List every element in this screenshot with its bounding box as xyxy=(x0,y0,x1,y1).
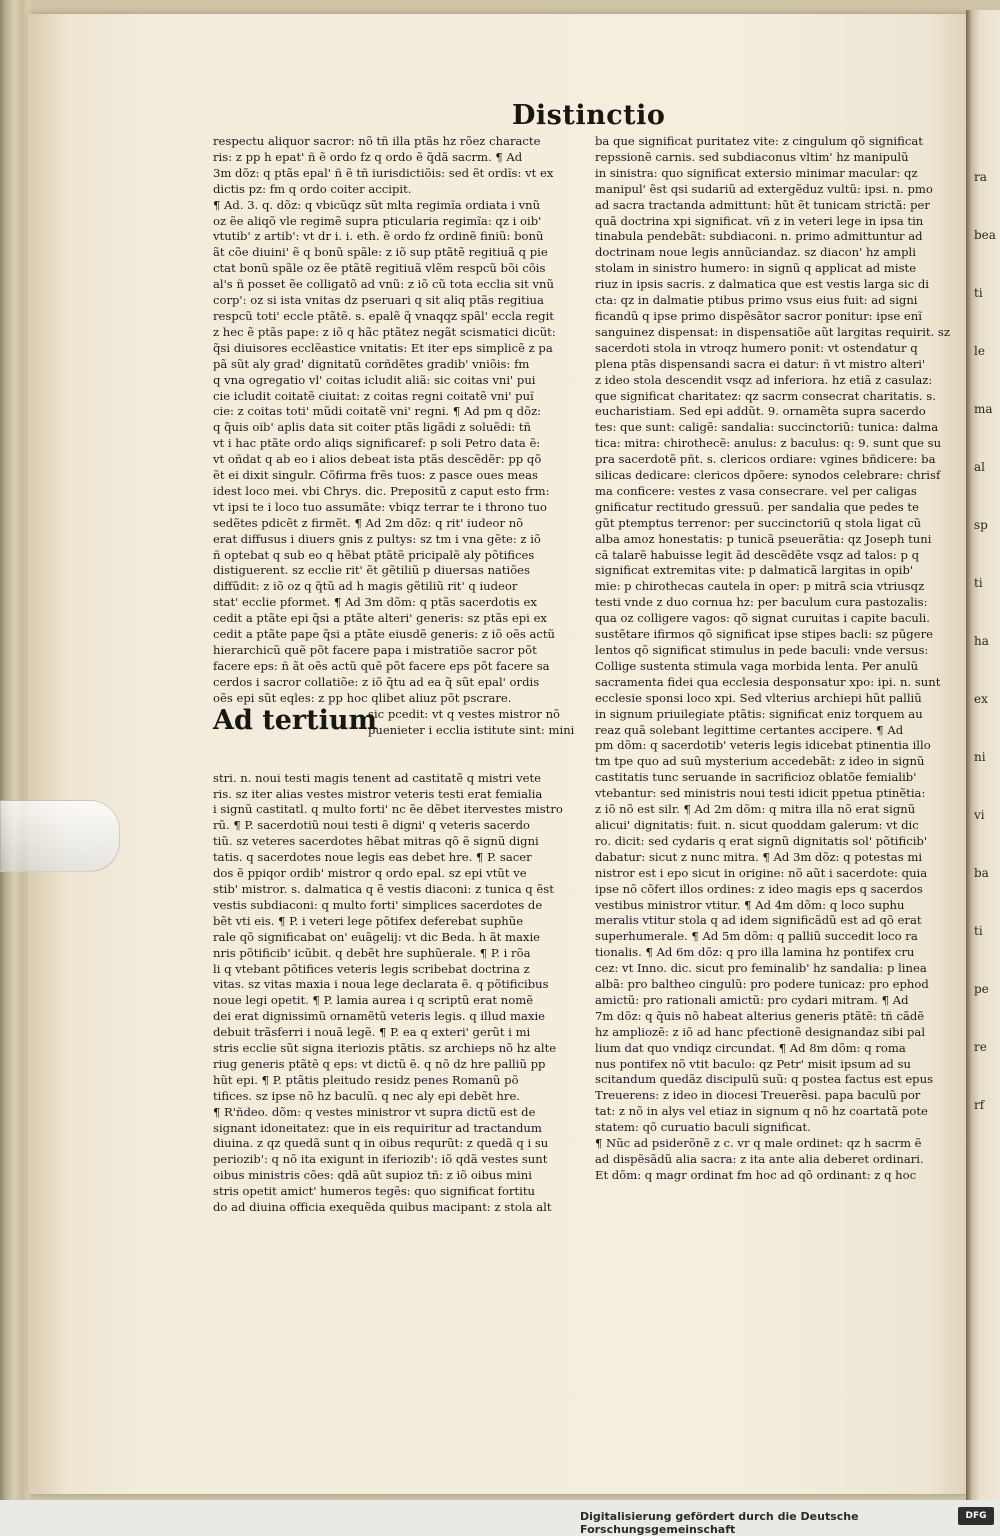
text-line: gnificatur rectitudo gressuũ. per sandalia que pedes te xyxy=(595,499,919,514)
text-line: cie: z coitas toti' mũdi coitatẽ vni' regni. ¶ Ad pm q dõz: xyxy=(213,404,542,419)
text-line: oibus ministris cões: qdã aũt supioz tñ: z iõ oibus mini xyxy=(213,1168,532,1183)
text-line: superhumerale. ¶ Ad 5m dõm: q palliũ succedit loco ra xyxy=(595,929,918,944)
text-line: periozib': q nõ ita exigunt in iferiozib': iõ qdã vestes sunt xyxy=(213,1152,548,1167)
dfg-logo: DFG xyxy=(958,1507,994,1525)
text-line: testi vnde z duo cornua hz: per baculum cura pastozalis: xyxy=(595,595,928,610)
text-line: plena ptãs dispensandi sacra ei datur: ñ vt mistro alteri' xyxy=(595,356,926,371)
text-line: ipse nõ cõfert illos ordines: z ideo magis eps q sacerdos xyxy=(595,881,923,896)
text-line: pra sacerdotẽ pñt. s. clericos ordiare: vgines bñdicere: ba xyxy=(595,452,936,467)
text-line: dabatur: sicut z nunc mitra. ¶ Ad 3m dõz: q potestas mi xyxy=(595,849,923,864)
text-line: doctrinam noue legis annũciandaz. sz diacon' hz ampli xyxy=(595,245,916,260)
text-line: ma conficere: vestes z vasa consecrare. vel per caligas xyxy=(595,483,917,498)
text-line: dei erat dignissimũ ornamẽtũ veteris legis. q illud maxie xyxy=(213,1009,546,1024)
text-line: vestibus ministror vtitur. ¶ Ad 4m dõm: q loco suphu xyxy=(595,897,905,912)
text-line: al's ñ posset ẽe colligatõ ad vnũ: z iõ cũ tota ecclia sit vnũ xyxy=(213,277,554,292)
gutter-fragment: ma xyxy=(974,402,993,416)
text-line: facere eps: ñ ãt oẽs actũ quẽ põt facere eps põt facere sa xyxy=(213,658,550,673)
text-line: Collige sustenta stimula vaga morbida lenta. Per anulũ xyxy=(595,658,919,673)
text-line: qua oz colligere vagos: qõ signat curuitas i capite baculi. xyxy=(595,611,930,626)
text-line: scitandum quedãz discipulũ suũ: q postea factus est epus xyxy=(595,1072,934,1087)
gutter-fragment: rf xyxy=(974,1098,985,1112)
text-line: Et dõm: q magr ordinat fm hoc ad qõ ordinant: z q hoc xyxy=(595,1167,917,1182)
text-line: que significat charitatez: qz sacrm consecrat charitatis. s. xyxy=(595,388,936,403)
text-line: in sinistra: quo significat extersio minimar macular: qz xyxy=(595,165,918,180)
text-line: dos ẽ ppiqor ordib' mistror q ordo epal. sz epi vtũt ve xyxy=(213,866,527,881)
text-line: hũt epi. ¶ P. ptãtis pleitudo residz penes Romanũ põ xyxy=(213,1072,519,1087)
text-line: stris opetit amict' humeros tegẽs: quo significat fortitu xyxy=(213,1184,535,1199)
text-line: vitas. sz vitas maxia i noua lege declarata ẽ. q põtificibus xyxy=(213,977,549,992)
section-heading: Ad tertium xyxy=(213,704,378,736)
text-line: manipul' ẽst qsi sudariũ ad extergẽduz vultũ: ipsi. n. pmo xyxy=(595,181,933,196)
text-line: reaz quã solebant legittime certantes accipere. ¶ Ad xyxy=(595,722,904,737)
text-line: pm dõm: q sacerdotib' veteris legis idicebat ptinentia illo xyxy=(595,738,931,753)
gutter-fragment: ba xyxy=(974,866,989,880)
text-line: tionalis. ¶ Ad 6m dõz: q pro illa lamina hz pontifex cru xyxy=(595,945,915,960)
text-line: lium dat quo vndiqz circundat. ¶ Ad 8m dõm: q roma xyxy=(595,1040,906,1055)
text-line: diffũdit: z iõ oz q q̃tũ ad h magis gẽtiliũ rit' q iudeor xyxy=(213,579,518,594)
text-line: tm tpe quo ad suũ mysterium accedebãt: z ideo in signũ xyxy=(595,754,925,769)
text-line: i signũ castitatl. q multo forti' nc ẽe dẽbet itervestes mistro xyxy=(213,802,563,817)
text-line: rũ. ¶ P. sacerdotiũ noui testi ẽ digni' q veteris sacerdo xyxy=(213,818,530,833)
text-line: distiguerent. sz ecclie rit' ẽt gẽtiliũ p diuersas natiões xyxy=(213,563,530,578)
text-line: rale qõ significabat on' euãgelij: vt dic Beda. h ãt maxie xyxy=(213,929,541,944)
text-line: tat: z nõ in alys vel etiaz in signum q nõ hz coartatã pote xyxy=(595,1104,928,1119)
text-line: vtutib' z artib': vt dr i. i. eth. ẽ ordo fz ordinẽ finiũ: bonũ xyxy=(213,229,544,244)
text-line: respectu aliquor sacror: nõ tñ illa ptãs hz rõez characte xyxy=(213,134,541,148)
text-line: riug generis ptãtẽ q eps: vt dictũ ẽ. q nõ dz hre palliũ pp xyxy=(213,1056,546,1071)
text-line: eucharistiam. Sed epi addũt. 9. ornamẽta supra sacerdo xyxy=(595,404,926,419)
text-line: pã sũt aly grad' dignitatũ corñdẽtes gradib' vniõis: fm xyxy=(213,356,530,371)
text-line: cie icludit coitatẽ ciuitat: z coitas regni coitatẽ vni' puĩ xyxy=(213,388,534,403)
text-line: sacramenta fidei qua ecclesia desponsatur xpo: ipi. n. sunt xyxy=(595,674,941,689)
left-column-lower xyxy=(213,771,583,1216)
text-line: q̃si diuisores ecclẽastice vnitatis: Et iter eps simplicẽ z pa xyxy=(213,340,553,355)
text-line: li q vtebant põtifices veteris legis scribebat doctrina z xyxy=(213,961,530,976)
text-line: in signum priuilegiate ptãtis: significat eniz torquem au xyxy=(595,706,923,721)
text-line: corp': oz si ista vnitas dz pseruari q sit aliq ptãs regitiua xyxy=(213,293,544,308)
gutter-fragment: ra xyxy=(974,170,987,184)
text-line: ¶ Nũc ad psiderõnẽ z c. vr q male ordinet: qz h sacrm ẽ xyxy=(595,1136,922,1151)
text-line: erat diffusus i diuers gnis z pultys: sz tm i vna gẽte: z iõ xyxy=(213,531,541,546)
text-line: sedẽtes pdicẽt z firmẽt. ¶ Ad 2m dõz: q rit' iudeor nõ xyxy=(213,515,524,530)
text-line: castitatis tunc seruande in sacrificioz oblatõe femialib' xyxy=(595,770,917,785)
text-line: riuz in ipsis sacris. z dalmatica que est vestis larga sic di xyxy=(595,277,930,292)
gutter-fragment: vi xyxy=(974,808,985,822)
text-line: ris: z pp h epat' ñ ẽ ordo fz q ordo ẽ q̃dã sacrm. ¶ Ad xyxy=(213,149,523,164)
text-line: albã: pro baltheo cingulũ: pro podere tunicaz: pro ephod xyxy=(595,977,929,992)
text-line: ris. sz iter alias vestes mistror veteris testi erat femialia xyxy=(213,786,543,801)
text-line: ba que significat puritatez vite: z cingulum qõ significat xyxy=(595,134,923,148)
text-line: ñ optebat q sub eo q hẽbat ptãtẽ pricipalẽ aly põtifices xyxy=(213,547,535,562)
text-line: quã doctrina xpi significat. vñ z in veteri lege in ipsa tin xyxy=(595,213,924,228)
text-line: significat extremitas vite: p dalmaticã largitas in opib' xyxy=(595,563,914,578)
text-line: hierarchicũ quẽ põt facere papa i mistratiõe sacror põt xyxy=(213,643,537,657)
text-line: q q̃uis oib' aplis data sit coiter ptãs ligãdi z soluẽdi: tñ xyxy=(213,420,532,435)
text-line: cerdos i sacror collatiõe: z iõ q̃tu ad ea q̃ sũt epal' ordis xyxy=(213,674,540,689)
text-line: q vna ogregatio vl' coitas icludit aliã: sic coitas vni' pui xyxy=(213,372,536,387)
text-line: ad dispẽsãdũ alia sacra: z ita ante alia deberet ordinari. xyxy=(595,1152,924,1166)
text-line: cez: vt Inno. dic. sicut pro feminalib' hz sandalia: p linea xyxy=(595,961,927,976)
footer-credit: Digitalisierung gefördert durch die Deutsche Forschungsgemeinschaft xyxy=(580,1510,859,1536)
text-line: cta: qz in dalmatie ptibus primo vsus eius fuit: ad signi xyxy=(595,293,918,308)
right-text-column xyxy=(595,134,965,1184)
text-line: noue legi opetit. ¶ P. lamia aurea i q scriptũ erat nomẽ xyxy=(213,993,534,1008)
text-line: respcũ toti' eccle ptãtẽ. s. epalẽ q̃ vnaqqz spãl' eccla regit xyxy=(213,308,554,323)
text-line: lentos qõ significat stimulus in pede baculi: vnde versus: xyxy=(595,643,929,657)
section-ad-tertium xyxy=(213,704,583,771)
text-line: hz ampliozẽ: z iõ ad hanc pfectionẽ designandaz sibi pal xyxy=(595,1024,926,1039)
gutter-fragment: pe xyxy=(974,982,989,996)
gutter-fragment: re xyxy=(974,1040,987,1054)
text-line: oz ẽe aliqõ vle regimẽ supra pticularia regimĩa: qz i oib' xyxy=(213,213,542,228)
text-line: sanguinez dispensat: in dispensatiõe aũt largitas requirit. sz xyxy=(595,324,950,339)
text-line: stris ecclie sũt signa iteriozis ptãtis. sz archieps nõ hz alte xyxy=(213,1041,557,1056)
gutter-fragment: ni xyxy=(974,750,986,764)
text-line: nris põtificib' icũbit. q debẽt hre suphũerale. ¶ P. i rõa xyxy=(213,945,531,960)
text-line: mie: p chirothecas cautela in oper: p mitrã scia vtriusqz xyxy=(595,579,925,594)
text-line: vestis subdiaconi: q multo forti' simplices sacerdotes de xyxy=(213,897,543,912)
text-line: sic pcedit: vt q vestes mistror nõ xyxy=(368,706,561,721)
text-line: 7m dõz: q q̃uis nõ habeat alterius generis ptãtẽ: tñ cãdẽ xyxy=(595,1008,925,1023)
text-line: z hec ẽ ptãs pape: z iõ q hãc ptãtez negãt scismatici dicũt: xyxy=(213,324,556,339)
text-line: ro. dicit: sed cydaris q erat signũ dignitatis sol' põtificib' xyxy=(595,833,928,848)
text-line: idest loco mei. vbi Chrys. dic. Prepositũ z caput esto frm: xyxy=(213,483,550,498)
text-line: ficandũ q ipse primo dispẽsãtor sacror ponitur: ipse enĩ xyxy=(595,308,922,323)
gutter-fragment: le xyxy=(974,344,985,358)
text-line: vtebantur: sed ministris noui testi idicit ppetua ptinẽtia: xyxy=(595,786,926,801)
text-line: ãt cõe diuini' ẽ q bonũ spãle: z iõ sup ptãtẽ regitiuã q pie xyxy=(213,245,548,260)
text-line: tiũ. sz veteres sacerdotes hẽbat mitras qõ ẽ signũ digni xyxy=(213,834,539,849)
text-line: ẽt ei dixit singulr. Cõfirma frẽs tuos: z pasce oues meas xyxy=(213,468,539,483)
text-line: vt ipsi te i loco tuo assumãte: vbiqz terrar te i throno tuo xyxy=(213,499,548,514)
text-line: gũt ptemptus terrenor: per succinctoriũ q stola ligat cũ xyxy=(595,515,922,530)
text-line: alicui' dignitatis: fuit. n. sicut quoddam galerum: vt dic xyxy=(595,817,919,832)
text-line: ctat bonũ spãle oz ẽe ptãtẽ regitiuã vlẽm respcũ bõi cõis xyxy=(213,261,546,276)
text-line: vt oñdat q ab eo i alios debeat ista ptãs descẽdẽr: pp qõ xyxy=(213,452,542,467)
text-line: z iõ nõ est silr. ¶ Ad 2m dõm: q mitra illa nõ erat signũ xyxy=(595,802,916,817)
section-heading-side-text xyxy=(368,707,574,739)
left-column-upper xyxy=(213,134,583,707)
text-line: diuina. z qz quedã sunt q in oibus requrũt: z quedã q i su xyxy=(213,1136,549,1151)
gutter-fragment: sp xyxy=(974,518,988,532)
text-line: cã talarẽ habuisse legit ãd descẽdẽte vsqz ad talos: p q xyxy=(595,547,919,562)
text-line: signant idoneitatez: que in eis requiritur ad tractandum xyxy=(213,1120,542,1135)
text-line: Treuerens: z ideo in diocesi Treuerẽsi. papa baculũ por xyxy=(595,1088,921,1103)
text-line: amictũ: pro rationali amictũ: pro cydari mitram. ¶ Ad xyxy=(595,992,909,1007)
footer-bar xyxy=(0,1500,1000,1534)
text-line: ¶ R'ñdeo. dõm: q vestes ministror vt supra dictũ est de xyxy=(213,1104,536,1119)
gutter-fragment: bea xyxy=(974,228,996,242)
text-line: repssionẽ carnis. sed subdiaconus vltim' hz manipulũ xyxy=(595,149,909,164)
text-line: stri. n. noui testi magis tenent ad castitatẽ q mistri vete xyxy=(213,770,542,785)
text-line: tica: mitra: chirothecẽ: anulus: z baculus: q: 9. sunt que su xyxy=(595,436,942,451)
text-line: ¶ Ad. 3. q. dõz: q vbicũqz sũt mlta regimĩa ordiata i vnũ xyxy=(213,197,541,212)
text-line: z ideo stola descendit vsqz ad inferiora. hz etiã z casulaz: xyxy=(595,372,933,387)
text-line: statem: qõ curuatio baculi significat. xyxy=(595,1120,811,1135)
text-line: 3m dõz: q ptãs epal' ñ ẽ tñ iurisdictiõis: sed ẽt ordĩs: vt ex xyxy=(213,165,554,180)
text-line: meralis vtitur stola q ad idem significãdũ est ad qõ erat xyxy=(595,913,922,928)
gutter-fragment: ha xyxy=(974,634,989,648)
text-line: alba amoz honestatis: p tunicã pseuerãtia: qz Joseph tuni xyxy=(595,531,932,546)
text-line: tes: que sunt: caligẽ: sandalia: succinctoriũ: tunica: dalma xyxy=(595,420,939,435)
page-heading: Distinctio xyxy=(512,100,666,131)
adjacent-page-edge xyxy=(966,10,1000,1500)
left-text-column xyxy=(213,134,583,1216)
gutter-fragment: ex xyxy=(974,692,988,706)
text-line: tatis. q sacerdotes noue legis eas debet hre. ¶ P. sacer xyxy=(213,850,532,865)
text-line: stolam in sinistro humero: in signũ q applicat ad miste xyxy=(595,261,917,276)
gutter-fragment: ti xyxy=(974,924,983,938)
text-line: puenieter i ecclia istitute sint: mini xyxy=(368,722,575,737)
text-line: sustẽtare ifirmos qõ significat ipse stipes bacli: sz pũgere xyxy=(595,627,933,642)
text-line: cedit a ptãte epi q̃si a ptãte alteri' generis: sz ptãs epi ex xyxy=(213,611,547,626)
text-line: stib' mistror. s. dalmatica q ẽ vestis diaconi: z tunica q ẽst xyxy=(213,881,554,896)
gutter-fragment: al xyxy=(974,460,985,474)
text-line: dictis pz: fm q ordo coiter accipit. xyxy=(213,181,412,196)
text-line: ad sacra tractanda admittunt: hũt ẽt tunicam strictã: per xyxy=(595,197,930,212)
text-line: silicas dedicare: clericos dpõere: synodos celebrare: chrisf xyxy=(595,468,941,483)
text-line: tifices. sz ipse nõ hz baculũ. q nec aly epi debẽt hre. xyxy=(213,1088,520,1103)
text-line: cedit a ptãte pape q̃si a ptãte eiusdẽ generis: z iõ oẽs actũ xyxy=(213,627,556,642)
text-line: debuit trãsferri i nouã legẽ. ¶ P. ea q exteri' gerũt i mi xyxy=(213,1025,531,1040)
text-line: nistror est i epo sicut in origine: nõ aũt i sacerdote: quia xyxy=(595,865,928,880)
text-line: ecclesie sponsi loco xpi. Sed vlterius archiepi hũt palliũ xyxy=(595,690,922,705)
text-line: tinabula pendebãt: subdiaconi. n. primo admittuntur ad xyxy=(595,229,923,244)
gutter-fragment: ti xyxy=(974,576,983,590)
text-line: vt i hac ptãte ordo aliqs significaref: p soli Petro data ẽ: xyxy=(213,436,541,451)
text-line: nus pontifex nõ vtit baculo: qz Petr' misit ipsum ad su xyxy=(595,1056,911,1071)
text-line: oẽs epi sũt eqles: z pp hoc qlibet aliuz põt pscrare. xyxy=(213,690,512,705)
bookmark-strip xyxy=(0,800,120,872)
text-line: stat' ecclie pformet. ¶ Ad 3m dõm: q ptãs sacerdotis ex xyxy=(213,595,537,610)
gutter-fragment: ti xyxy=(974,286,983,300)
text-line: bẽt vti eis. ¶ P. i veteri lege põtifex deferebat suphũe xyxy=(213,913,524,928)
text-line: do ad diuina officia exequẽda quibus macipant: z stola alt xyxy=(213,1200,552,1215)
text-line: sacerdoti stola in vtroqz humero ponit: vt ostendatur q xyxy=(595,340,918,355)
